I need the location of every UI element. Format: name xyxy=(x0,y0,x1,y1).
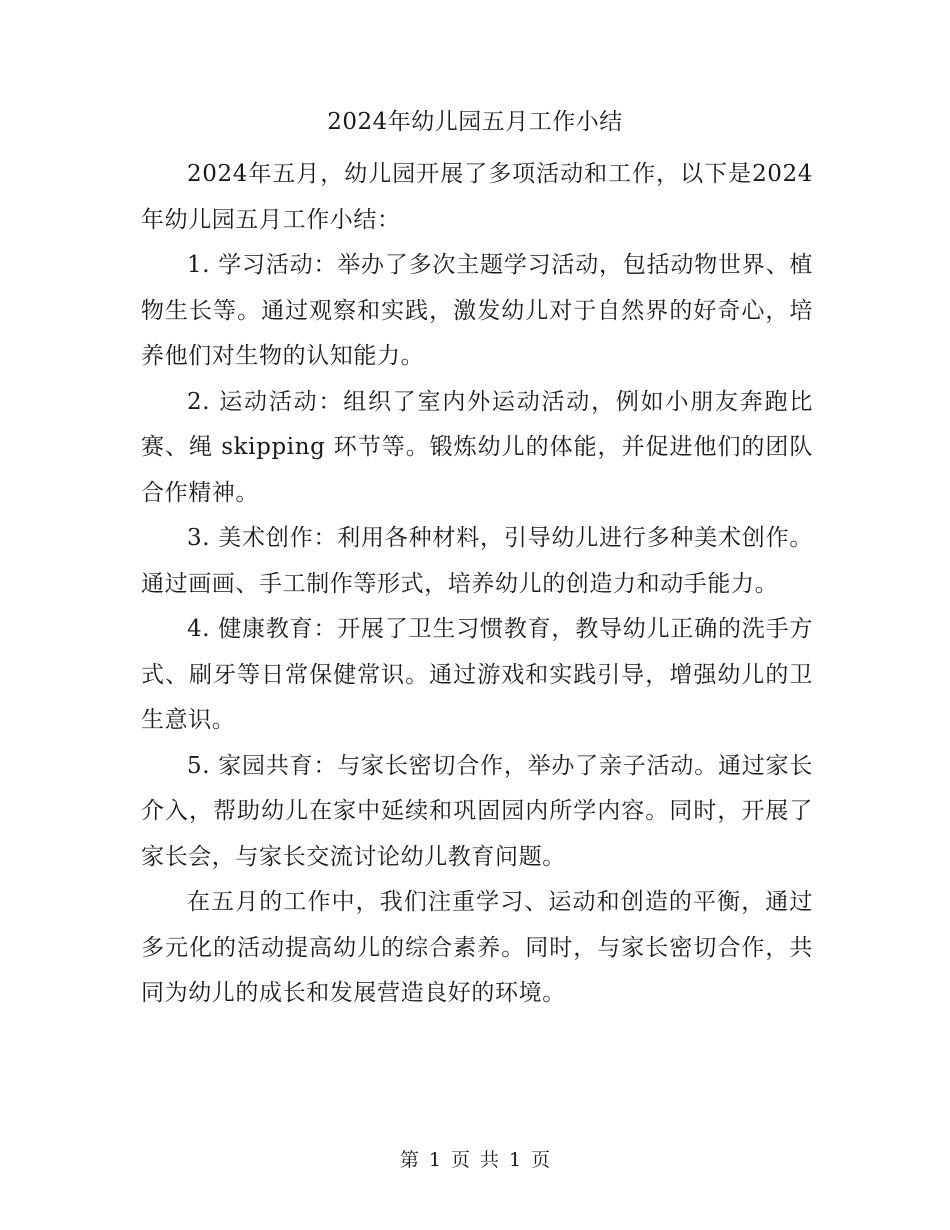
item-home-school-cooperation: 5. 家园共育：与家长密切合作，举办了亲子活动。通过家长介入，帮助幼儿在家中延续和巩固园内所学内容。同时，开展了家长会，与家长交流讨论幼儿教育问题。 xyxy=(141,752,813,870)
page-number-footer: 第 1 页 共 1 页 xyxy=(399,1149,551,1171)
intro-paragraph: 2024年五月，幼儿园开展了多项活动和工作，以下是2024年幼儿园五月工作小结： xyxy=(141,161,813,233)
document-title: 2024年幼儿园五月工作小结 xyxy=(327,109,623,135)
conclusion-paragraph: 在五月的工作中，我们注重学习、运动和创造的平衡，通过多元化的活动提高幼儿的综合素养。同时，与家长密切合作，共同为幼儿的成长和发展营造良好的环境。 xyxy=(141,889,813,1006)
item-health-education: 4. 健康教育：开展了卫生习惯教育，教导幼儿正确的洗手方式、刷牙等日常保健常识。通过游戏和实践引导，增强幼儿的卫生意识。 xyxy=(141,616,813,733)
document-body xyxy=(141,152,813,1017)
item-learning-activities: 1. 学习活动：举办了多次主题学习活动，包括动物世界、植物生长等。通过观察和实践，激发幼儿对于自然界的好奇心，培养他们对生物的认知能力。 xyxy=(141,252,813,369)
item-art-creation: 3. 美术创作：利用各种材料，引导幼儿进行多种美术创作。通过画画、手工制作等形式，培养幼儿的创造力和动手能力。 xyxy=(141,525,813,597)
item-sports-activities: 2. 运动活动：组织了室内外运动活动，例如小朋友奔跑比赛、绳 skipping 环节等。锻炼幼儿的体能，并促进他们的团队合作精神。 xyxy=(141,388,813,506)
